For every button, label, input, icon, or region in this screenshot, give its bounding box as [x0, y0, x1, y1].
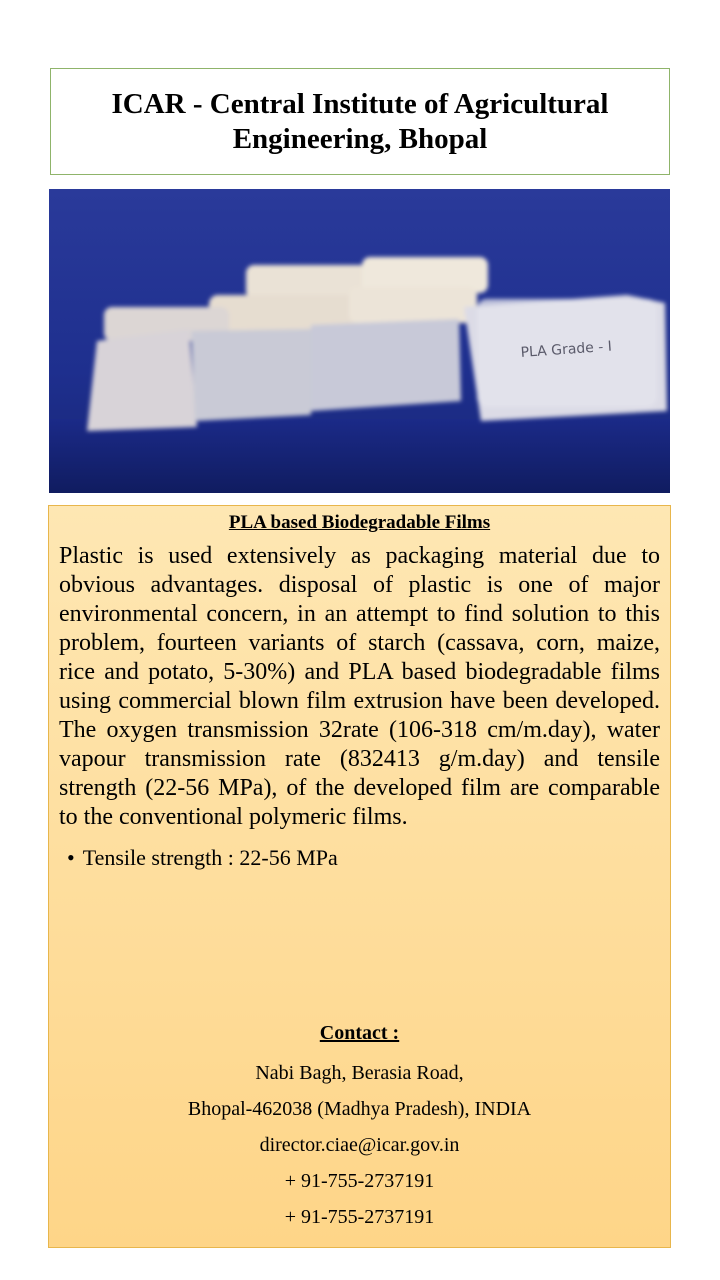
contact-heading: Contact : [319, 1022, 400, 1044]
page-title: ICAR - Central Institute of Agricultural Engineering, Bhopal [111, 87, 609, 155]
film-roll [349, 287, 477, 323]
contact-address-2: Bhopal-462038 (Madhya Pradesh), INDIA [187, 1098, 532, 1120]
description-text: Plastic is used extensively as packaging material due to obvious advantages. disposal of plastic is one of major environmental concern, in an attempt to find solution to this problem, fourteen variants of starch (cassava, corn, maize, rice and potato, 5-30%) and PLA based biodegradable films using commercial blown film extrusion have been developed. The oxygen transmission 32rate (106-318 cm/m.day), water vapour transmission rate (832413 g/m.day) and tensile strength (22-56 MPa), of the developed film are comparable to the conventional polymeric films. [59, 543, 660, 830]
contact-phone-1[interactable]: + 91-755-2737191 [284, 1170, 435, 1192]
info-panel [48, 505, 671, 1248]
film-sheet [311, 319, 461, 411]
bullet-icon: • [67, 845, 75, 870]
contact-email[interactable]: director.ciae@icar.gov.in [259, 1134, 460, 1156]
film-sheet [191, 329, 311, 421]
bullet-item [67, 844, 660, 872]
contact-phone-2[interactable]: + 91-755-2737191 [284, 1206, 435, 1228]
title-box [50, 68, 670, 175]
film-sheet [87, 329, 197, 431]
product-photo [49, 189, 670, 493]
section-heading: PLA based Biodegradable Films [228, 512, 491, 533]
bullet-text: Tensile strength : 22-56 MPa [82, 845, 338, 870]
photo-label: PLA Grade - I [520, 338, 613, 361]
contact-block [49, 1022, 670, 1235]
contact-address-1: Nabi Bagh, Berasia Road, [255, 1062, 464, 1084]
